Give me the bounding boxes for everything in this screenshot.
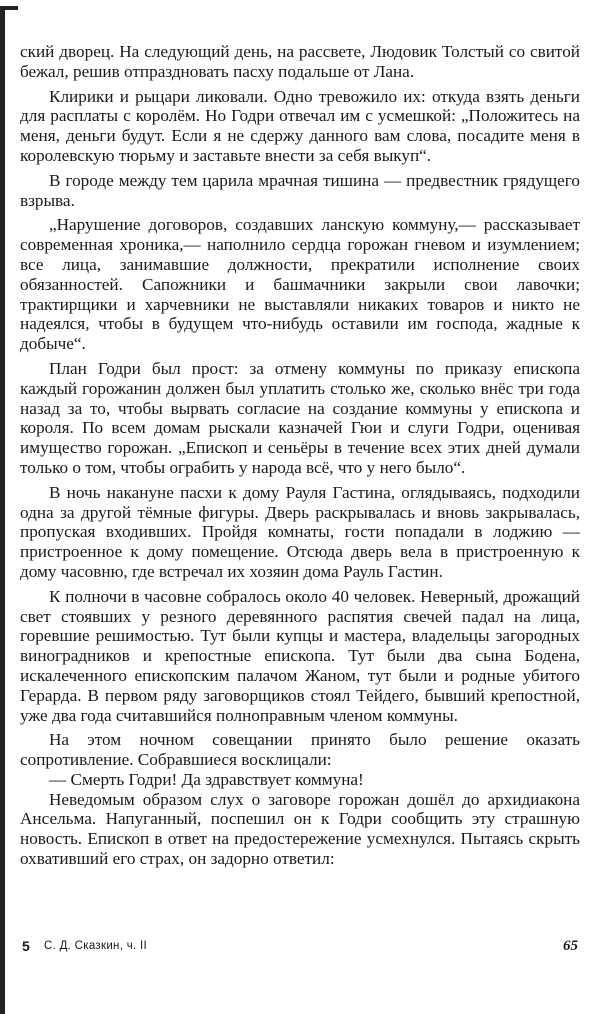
paragraph: Клирики и рыцари ликовали. Одно тревожило их: откуда взять деньги для расплаты с королём. Но Годри отвечал им с усмешкой: „Положитесь на меня, деньги будут. Если я не сдержу данного вам слова, посадите меня в королевскую тюрьму и заставьте внести за себя выкуп“. <box>20 86 580 165</box>
dialogue-line: — Смерть Годри! Да здравствует коммуна! <box>49 769 364 789</box>
paragraph: В ночь накануне пасхи к дому Рауля Гастина, оглядываясь, подходили одна за другой тёмные фигуры. Дверь раскрывалась и вновь закрывалась, пропуская входивших. Пройдя комнаты, гости попадали в лоджию — пристроенное к дому помещение. Отсюда дверь вела в пристроенную к дому часовню, где встречал их хозяин дома Рауль Гастин. <box>20 482 580 581</box>
page-number: 65 <box>563 938 578 954</box>
paragraph: В городе между тем царила мрачная тишина — предвестник грядущего взрыва. <box>20 170 580 210</box>
paragraph: ский дворец. На следующий день, на рассвете, Людовик Толстый со свитой бежал, решив отпраздновать пасху подальше от Лана. <box>20 42 580 81</box>
signature-mark: 5 <box>22 938 30 954</box>
paragraph: План Годри был прост: за отмену коммуны по приказу епископа каждый горожанин должен был уплатить столько же, сколько внёс три года назад за то, чтобы вырвать согласие на создание коммуны у епископа и короля. По всем домам рыскали казначей Гюи и слуги Годри, оценивая имущество горожан. „Епископ и сеньёры в течение всех этих дней думали только о том, чтобы ограбить у народа всё, что у него было“. <box>20 358 580 477</box>
paragraph: На этом ночном совещании принято было решение оказать сопротивление. Собравшиеся восклицали: <box>20 730 580 770</box>
running-title: С. Д. Сказкин, ч. II <box>44 940 147 952</box>
binding-edge <box>0 6 5 1014</box>
paragraph: Неведомым образом слух о заговоре горожан дошёл до архидиакона Ансельма. Напуганный, поспешил он к Годри сообщить эту страшную новость. Епископ в ответ на предостережение усмехнулся. Пытаясь скрыть охвативший его страх, он задорно ответил: <box>20 789 580 869</box>
binding-edge-corner <box>0 6 18 10</box>
paragraph: „Нарушение договоров, создавших ланскую коммуну,— рассказывает современная хроника,— наполнило сердца горожан гневом и изумлением; все лица, занимавшие должности, прекратили исполнение своих обязанностей. Сапожники и башмачники закрыли свои лавочки; трактирщики и харчевники не выставляли никаких товаров и никто не надеялся, чтобы в будущем что-нибудь оставили им господа, жадные к добыче“. <box>20 215 580 354</box>
paragraph: К полночи в часовне собралось около 40 человек. Неверный, дрожащий свет стоявших у резного деревянного распятия свечей падал на лица, горевшие решимостью. Тут были купцы и мастера, владельцы загородных виноградников и крепостные епископа. Тут были два сына Бодена, искалеченного епископским палачом Жаном, тут были и родные убитого Герарда. В первом ряду заговорщиков стоял Тейдего, бывший крепостной, уже два года считавшийся полноправным членом коммуны. <box>20 586 580 725</box>
page-footer <box>22 938 582 958</box>
page-body <box>20 42 580 874</box>
